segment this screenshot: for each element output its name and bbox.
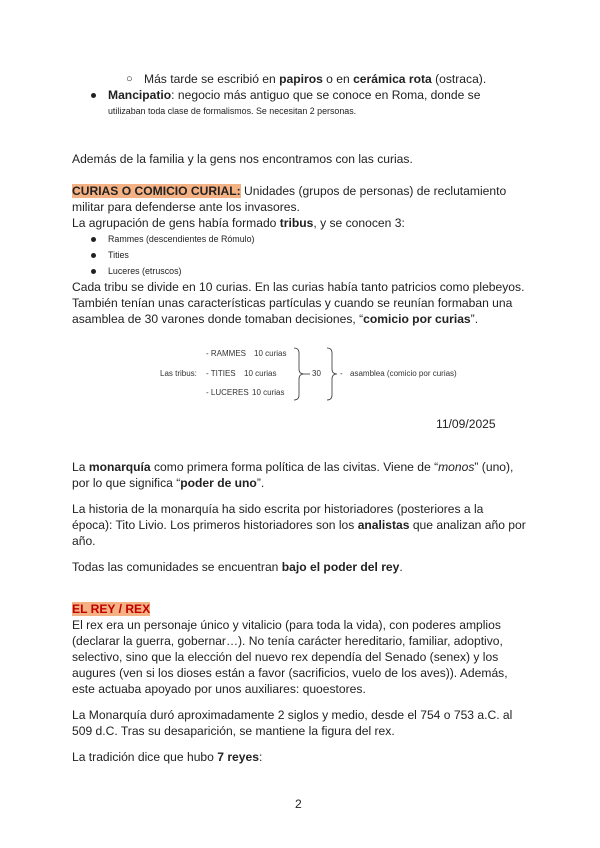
curias-heading-line: CURIAS O COMICIO CURIAL: Unidades (grupos de personas) de reclutamiento	[72, 184, 507, 198]
monarquia-line1: La monarquía como primera forma política de las civitas. Viene de “monos” (uno),	[72, 460, 514, 474]
intro-curias: Además de la familia y la gens nos encontramos con las curias.	[72, 152, 413, 166]
curias-para-line2: También tenían unas características partículas y cuando se reunían formaban una	[72, 296, 513, 310]
curias-line2: militar para defenderse ante los invasores.	[72, 200, 300, 214]
tribus-line: La agrupación de gens había formado tribus, y se conocen 3:	[72, 216, 405, 230]
historia-line3: año.	[72, 534, 96, 548]
mancipatio-line1: Mancipatio: negocio más antiguo que se conoce en Roma, donde se	[108, 88, 481, 102]
diagram-tribe: - LUCERES	[206, 388, 249, 397]
tradicion-line: La tradición dice que hubo 7 reyes:	[72, 750, 263, 764]
diagram-tribe: - RAMMES	[206, 349, 246, 358]
bullet-icon	[90, 247, 98, 263]
tribe-item: Rammes (descendientes de Rómulo)	[108, 234, 255, 244]
rey-line1: El rex era un personaje único y vitalicio (para toda la vida), con poderes amplios	[72, 618, 501, 632]
diagram-curias: 10 curias	[244, 369, 277, 378]
tribus-diagram	[140, 345, 470, 403]
tribe-item: Luceres (etruscos)	[108, 266, 182, 276]
diagram-curias: 10 curias	[254, 349, 287, 358]
hollow-bullet-icon: ○	[126, 73, 133, 85]
rey-line2: (declarar la guerra, gobernar…). No tenía carácter hereditario, familiar, adoptivo,	[72, 634, 503, 648]
diagram-result: asamblea (comicio por curias)	[350, 369, 457, 378]
monarquia-line2: por lo que significa “poder de uno”.	[72, 476, 265, 490]
bullet-icon	[90, 231, 98, 247]
historia-line2: época): Tito Livio. Los primeros historiadores son los analistas que analizan año por	[72, 518, 526, 532]
bullet-icon	[90, 263, 98, 279]
rey-line5: este actuaba apoyado por unos auxiliares: quoestores.	[72, 682, 366, 696]
historia-line1: La historia de la monarquía ha sido escrita por historiadores (posteriores a la	[72, 502, 484, 516]
diagram-tribe: - TITIES	[206, 369, 236, 378]
diagram-curias: 10 curias	[252, 388, 285, 397]
page-number: 2	[295, 797, 302, 811]
diagram-label: Las tribus:	[160, 369, 197, 378]
mancipatio-line2: utilizaban toda clase de formalismos. Se necesitan 2 personas.	[108, 106, 357, 116]
curias-heading: CURIAS O COMICIO CURIAL:	[72, 184, 241, 198]
comunidades-line: Todas las comunidades se encuentran bajo el poder del rey.	[72, 560, 403, 574]
rey-line3: selectivo, sino que la elección del nuevo rex dependía del Senado (senex) y los	[72, 650, 499, 664]
diagram-total: 30	[312, 369, 321, 378]
duracion-line2: 509 d.C. Tras su desaparición, se mantiene la figura del rex.	[72, 724, 395, 738]
tribe-item: Tities	[108, 250, 129, 260]
sub-bullet-papiros: ○ Más tarde se escribió en papiros o en cerámica rota (ostraca).	[126, 72, 487, 86]
rey-heading-line	[72, 601, 528, 617]
duracion-line1: La Monarquía duró aproximadamente 2 siglos y medio, desde el 754 o 753 a.C. al	[72, 708, 513, 722]
rey-heading: EL REY / REX	[72, 602, 151, 616]
curias-para-line3: asamblea de 30 varones donde tomaban decisiones, “comicio por curias”.	[72, 312, 479, 326]
rey-line4: augures (ven si los dioses están a favor (sacrificios, vuelo de los aves)). Además,	[72, 666, 508, 680]
dash-icon: -	[340, 369, 343, 378]
bullet-icon	[90, 87, 98, 103]
date: 11/09/2025	[436, 417, 496, 431]
curias-para-line1: Cada tribu se divide en 10 curias. En las curias había tanto patricios como plebeyos.	[72, 280, 525, 294]
